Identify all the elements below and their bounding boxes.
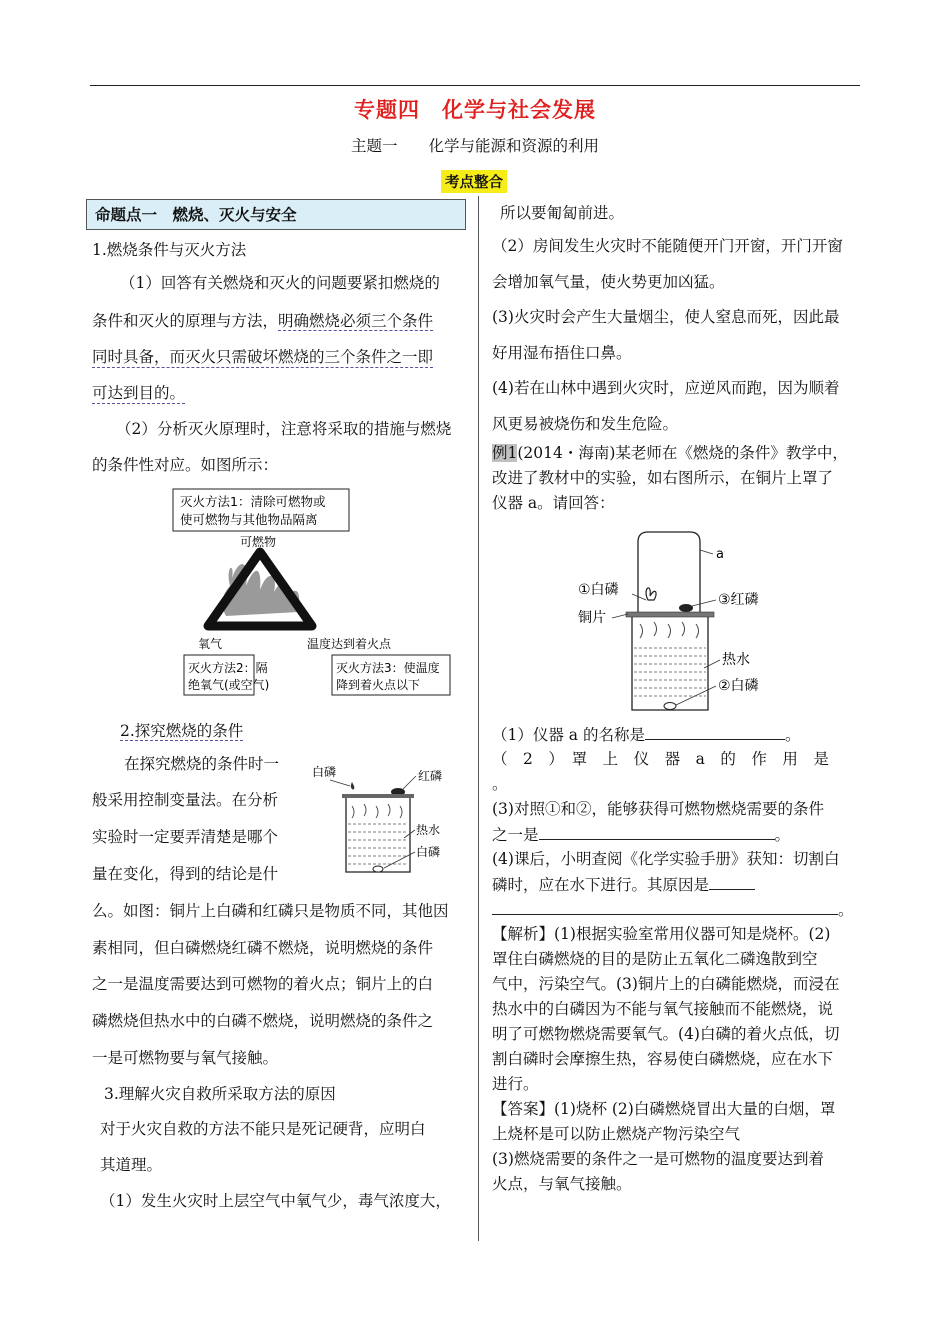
answer-blank[interactable] (709, 875, 755, 890)
flame-icon (646, 588, 656, 600)
answer-line: 上烧杯是可以防止燃烧产物污染空气 (492, 1125, 741, 1143)
method-3-line-1: 灭火方法3：使温度 (336, 661, 440, 675)
paragraph-line: 可达到目的。 (92, 384, 186, 402)
analysis-line: 进行。 (492, 1075, 539, 1093)
red-phosphorus-lump (679, 604, 693, 612)
question-1: （1）仪器 a 的名称是 。 (492, 726, 801, 744)
paragraph-line: 条件和灭火的原理与方法，明确燃烧必须三个条件 (92, 312, 434, 330)
section-2-title: 2.探究燃烧的条件 (120, 722, 244, 740)
paragraph-line: 其道理。 (100, 1156, 163, 1174)
paragraph-line: 风更易被烧伤和发生危险。 (492, 415, 679, 433)
analysis-line: 罩住白磷燃烧的目的是防止五氧化二磷逸散到空 (492, 950, 818, 968)
section-tag: 考点整合 (441, 170, 507, 193)
answer-line: (3)燃烧需要的条件之一是可燃物的温度要达到着 (492, 1150, 824, 1168)
paragraph-line: 素相同，但白磷燃烧红磷不燃烧，说明燃烧的条件 (92, 939, 434, 957)
paragraph-line: 好用湿布捂住口鼻。 (492, 344, 632, 362)
example-line: 仪器 a。请回答： (492, 494, 615, 512)
paragraph-line: （2）房间发生火灾时不能随便开门开窗，开门开窗 (492, 237, 843, 255)
method-1-line-1: 灭火方法1：清除可燃物或 (180, 494, 326, 509)
answer-blank[interactable] (645, 725, 785, 740)
label-white-phosphorus-top: 白磷 (312, 765, 337, 779)
fire-triangle-diagram (170, 486, 455, 698)
beaker-cover-experiment-diagram (572, 528, 782, 714)
question-4-line-3: 。 (492, 900, 854, 920)
paragraph-line: 磷燃烧但热水中的白磷不燃烧，说明燃烧的条件之 (92, 1012, 434, 1030)
analysis-line: 明了可燃物燃烧需要氧气。(4)白磷的着火点低，切 (492, 1025, 840, 1043)
answer-blank[interactable] (492, 900, 838, 915)
method-1-line-2: 使可燃物与其他物品隔离 (180, 512, 318, 527)
paragraph-line: 在探究燃烧的条件时一 (124, 755, 280, 773)
question-3: (3)对照①和②，能够获得可燃物燃烧需要的条件 (492, 800, 824, 818)
main-title: 专题四 化学与社会发展 (354, 97, 596, 122)
label-white-phosphorus-2: ②白磷 (718, 678, 759, 694)
question-4-line-2: 磷时，应在水下进行。其原因是 (492, 875, 755, 895)
paragraph-line: （1）回答有关燃烧和灭火的问题要紧扣燃烧的 (120, 274, 440, 292)
example-line: 改进了教材中的实验，如右图所示，在铜片上罩了 (492, 469, 834, 487)
copper-plate (342, 794, 414, 798)
analysis-line: 割白磷时会摩擦生热，容易使白磷燃烧，应在水下 (492, 1050, 834, 1068)
analysis-line: 【解析】(1)根据实验室常用仪器可知是烧杯。(2) (492, 925, 831, 943)
topic-box-title: 命题点一 燃烧、灭火与安全 (86, 199, 466, 230)
label-hot-water: 热水 (416, 823, 441, 837)
paragraph-line: 会增加氧气量，使火势更加凶猛。 (492, 273, 725, 291)
combustion-experiment-diagram (312, 762, 462, 877)
label-oxygen: 氧气 (198, 637, 223, 651)
sub-title: 主题一 化学与能源和资源的利用 (350, 137, 599, 155)
label-white-phosphorus-bottom: 白磷 (416, 845, 441, 859)
paragraph-line: 同时具备，而灭火只需破坏燃烧的三个条件之一即 (92, 348, 434, 366)
answer-line: 【答案】(1)烧杯 (2)白磷燃烧冒出大量的白烟，罩 (492, 1100, 836, 1118)
instrument-a (638, 532, 700, 612)
analysis-line: 气中，污染空气。(3)铜片上的白磷能燃烧，而浸在 (492, 975, 840, 993)
question-4: (4)课后，小明查阅《化学实验手册》获知：切割白 (492, 850, 840, 868)
paragraph-line: （1）发生火灾时上层空气中氧气少，毒气浓度大， (100, 1192, 451, 1210)
label-fuel: 可燃物 (240, 535, 277, 549)
paragraph-line: 一是可燃物要与氧气接触。 (92, 1049, 279, 1067)
paragraph-line: 所以要匍匐前进。 (500, 204, 625, 222)
answer-blank[interactable] (539, 825, 775, 840)
paragraph-line: 的条件性对应。如图所示： (92, 456, 279, 474)
example-line: 例1(2014・海南)某老师在《燃烧的条件》教学中， (492, 444, 848, 462)
header-rule (90, 85, 860, 86)
paragraph-line: 么。如图：铜片上白磷和红磷只是物质不同，其他因 (92, 902, 449, 920)
method-2-line-1: 灭火方法2：隔 (188, 661, 268, 675)
method-2-line-2: 绝氧气(或空气) (188, 678, 270, 692)
label-red-phosphorus: 红磷 (418, 769, 443, 783)
paragraph-line: 对于火灾自救的方法不能只是死记硬背，应明白 (100, 1120, 426, 1138)
section-3-title: 3.理解火灾自救所采取方法的原因 (104, 1085, 336, 1103)
label-hot-water: 热水 (722, 652, 750, 668)
paragraph-line: 般采用控制变量法。在分析 (92, 791, 279, 809)
paragraph-line: 实验时一定要弄清楚是哪个 (92, 828, 279, 846)
paragraph-line: 之一是温度需要达到可燃物的着火点；铜片上的白 (92, 975, 434, 993)
white-phosphorus-underwater (373, 866, 383, 872)
question-2: （ 2 ） 罩 上 仪 器 a 的 作 用 是 (492, 750, 829, 768)
analysis-line: 热水中的白磷因为不能与氧气接触而不能燃烧，说 (492, 1000, 834, 1018)
paragraph-line: (4)若在山林中遇到火灾时，应逆风而跑，因为顺着 (492, 379, 840, 397)
paragraph-line: 量在变化，得到的结论是什 (92, 865, 279, 883)
label-red-phosphorus-3: ③红磷 (718, 592, 759, 608)
white-phosphorus-underwater (664, 703, 676, 710)
flame-icon (351, 782, 354, 789)
column-divider (478, 196, 479, 1241)
method-3-line-2: 降到着火点以下 (336, 678, 421, 692)
answer-line: 火点，与氧气接触。 (492, 1175, 632, 1193)
label-white-phosphorus-1: ①白磷 (578, 582, 619, 598)
label-copper-plate: 铜片 (578, 610, 606, 626)
question-2-end: 。 (492, 775, 508, 793)
question-3-line-2: 之一是 。 (492, 826, 791, 844)
paragraph-line: (3)火灾时会产生大量烟尘，使人窒息而死，因此最 (492, 308, 840, 326)
paragraph-line: （2）分析灭火原理时，注意将采取的措施与燃烧 (116, 420, 452, 438)
label-a: a (716, 547, 724, 562)
copper-plate (626, 612, 714, 617)
section-1-title: 1.燃烧条件与灭火方法 (92, 241, 247, 259)
label-temperature: 温度达到着火点 (307, 637, 392, 651)
example-tag: 例1 (492, 444, 518, 462)
